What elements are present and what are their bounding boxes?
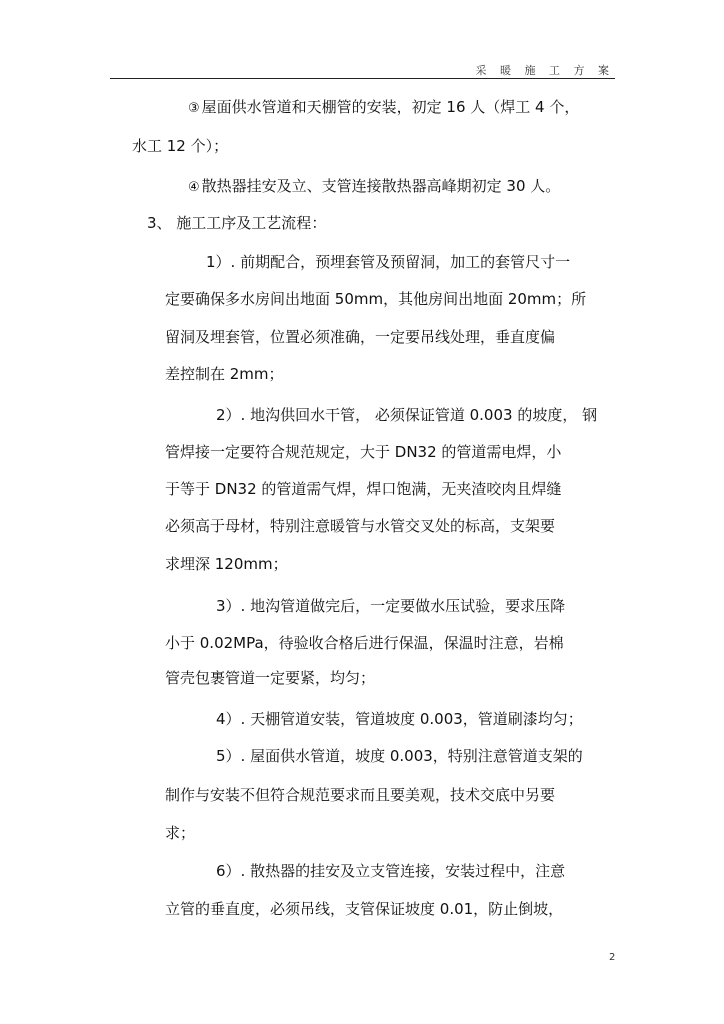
body-line-2: 水工 12 个）； — [132, 137, 229, 155]
page-number: 2 — [609, 952, 616, 963]
header-title: 采 暖 施 工 方 案 — [475, 64, 614, 77]
body-line-5: 1）. 前期配合，预埋套管及预留洞，加工的套管尺寸一 — [206, 253, 571, 271]
body-line-14: 3）. 地沟管道做完后，一定要做水压试验，要求压降 — [216, 597, 566, 615]
line-text: 散热器挂安及立、支管连接散热器高峰期初定 30 人。 — [201, 177, 561, 195]
body-line-7: 留洞及埋套管，位置必须准确，一定要吊线处理，垂直度偏 — [165, 328, 556, 346]
body-line-1 — [188, 97, 579, 119]
body-line-9: 2）. 地沟供回水干管， 必须保证管道 0.003 的坡度， 钢 — [216, 406, 598, 424]
body-line-11: 于等于 DN32 的管道需气焊，焊口饱满，无夹渣咬肉且焊缝 — [165, 480, 562, 498]
body-line-18: 5）. 屋面供水管道，坡度 0.003，特别注意管道支架的 — [216, 747, 583, 765]
body-line-17: 4）. 天棚管道安装，管道坡度 0.003，管道刷漆均匀； — [216, 710, 583, 728]
body-line-8: 差控制在 2mm； — [165, 365, 284, 383]
body-line-19: 制作与安装不但符合规范要求而且要美观，技术交底中另要 — [165, 786, 556, 804]
body-line-20: 求； — [165, 824, 196, 842]
body-line-3 — [188, 176, 560, 198]
body-line-12: 必须高于母材，特别注意暖管与水管交叉处的标高，支架要 — [165, 517, 556, 535]
header-divider — [110, 78, 615, 79]
section-heading-3: 3、 施工工序及工艺流程： — [147, 214, 327, 232]
body-line-16: 管壳包裹管道一定要紧，均匀； — [165, 669, 376, 687]
body-line-15: 小于 0.02MPa，待验收合格后进行保温，保温时注意，岩棉 — [165, 634, 564, 652]
body-line-13: 求埋深 120mm； — [165, 555, 288, 573]
body-line-6: 定要确保多水房间出地面 50mm，其他房间出地面 20mm；所 — [165, 290, 587, 308]
line-text: 屋面供水管道和天棚管的安装，初定 16 人（焊工 4 个， — [201, 98, 580, 116]
body-line-21: 6）. 散热器的挂安及立支管连接，安装过程中，注意 — [216, 862, 566, 880]
circled-number-4: ④ — [188, 180, 200, 195]
circled-number-3: ③ — [188, 101, 200, 116]
body-line-10: 管焊接一定要符合规范规定，大于 DN32 的管道需电焊，小 — [165, 443, 562, 461]
body-line-22: 立管的垂直度，必须吊线，支管保证坡度 0.01，防止倒坡， — [165, 900, 564, 918]
